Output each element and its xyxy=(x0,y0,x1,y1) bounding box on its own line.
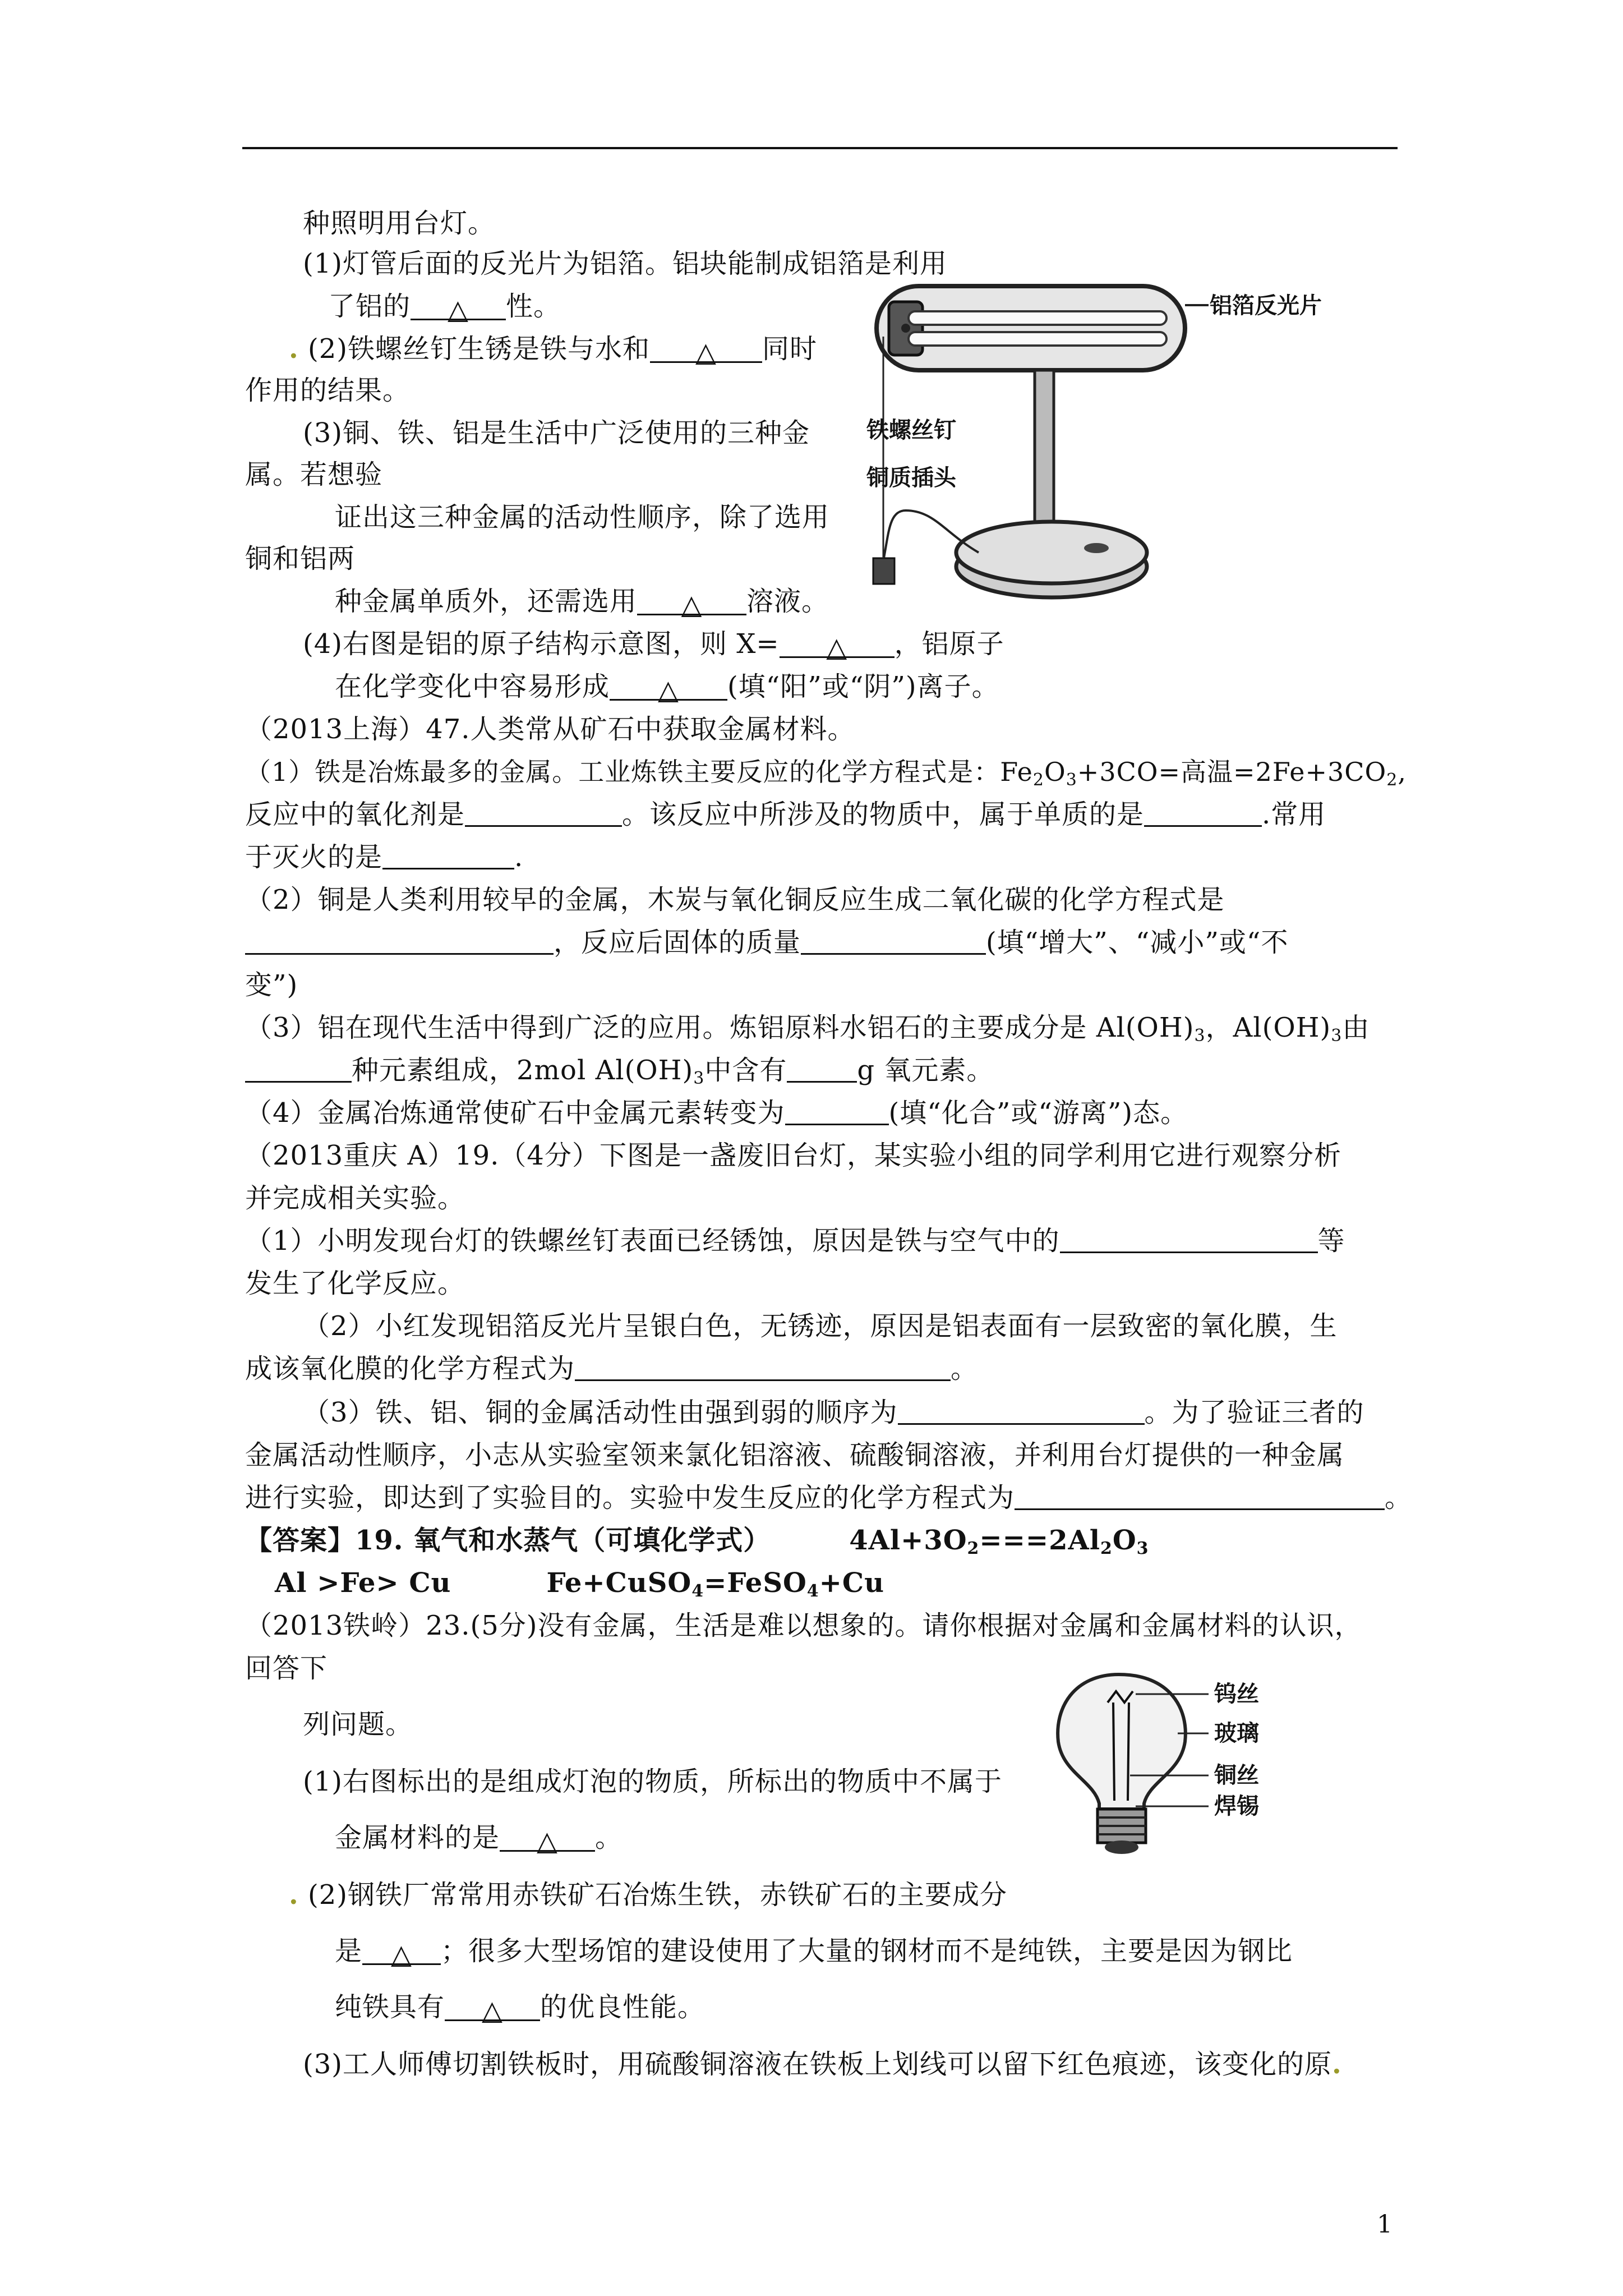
lamp-label-reflector: 铝箔反光片 xyxy=(1210,293,1322,319)
lamp-label-screw: 铁螺丝钉 xyxy=(866,417,956,443)
bulb-label-solder: 焊锡 xyxy=(1214,1793,1259,1819)
text-line: （2013重庆 A）19.（4分）下图是一盏废旧台灯，某实验小组的同学利用它进行观察分析 xyxy=(245,1140,1341,1171)
answer-blank[interactable] xyxy=(898,1398,1145,1425)
text-line: 反应中的氧化剂是 。该反应中所涉及的物质中，属于单质的是 .常用 xyxy=(245,799,1326,830)
text-line: 并完成相关实验。 xyxy=(245,1182,465,1214)
text-line: 发生了化学反应。 xyxy=(245,1268,465,1299)
text-line: 了铝的 △ 性。 xyxy=(328,291,561,325)
answer-blank[interactable] xyxy=(1015,1484,1385,1510)
answer-blank[interactable] xyxy=(787,1056,857,1083)
text-line: （2013铁岭）23.(5分)没有金属，生活是难以想象的。请你根据对金属和金属材料的认识， xyxy=(245,1610,1362,1641)
answer-blank[interactable]: △ xyxy=(411,294,506,320)
answer-blank[interactable] xyxy=(785,1099,889,1125)
answer-blank[interactable]: △ xyxy=(650,337,762,363)
text-line: (1)右图标出的是组成灯泡的物质，所标出的物质中不属于 xyxy=(303,1766,1002,1797)
answer-blank[interactable] xyxy=(1060,1227,1318,1253)
text-line: 金属材料的是 △ 。 xyxy=(335,1822,623,1857)
answer-blank[interactable]: △ xyxy=(362,1939,441,1965)
answer-blank[interactable] xyxy=(1144,800,1262,827)
bulb-label-tungsten: 钨丝 xyxy=(1214,1681,1259,1707)
text-line: 是 △ ；很多大型场馆的建设使用了大量的钢材而不是纯铁，主要是因为钢比 xyxy=(335,1935,1293,1970)
light-bulb-figure xyxy=(1052,1669,1310,1860)
answer-blank[interactable]: △ xyxy=(610,674,727,701)
text-line: （2013上海）47.人类常从矿石中获取金属材料。 xyxy=(245,714,855,745)
answer-blank[interactable]: △ xyxy=(445,1995,540,2021)
text-line: （2）小红发现铝箔反光片呈银白色，无锈迹，原因是铝表面有一层致密的氧化膜，生 xyxy=(303,1310,1338,1342)
text-line: 纯铁具有 △ 的优良性能。 xyxy=(335,1991,706,2026)
text-line: (3)铜、铁、铝是生活中广泛使用的三种金 xyxy=(303,417,810,449)
text-line: (4)右图是铝的原子结构示意图，则 X= △ ，铝原子 xyxy=(303,628,1004,663)
text-line: . (2)钢铁厂常常用赤铁矿石冶炼生铁，赤铁矿石的主要成分 xyxy=(289,1879,1007,1911)
header-rule xyxy=(242,147,1398,149)
bulb-label-copper: 铜丝 xyxy=(1214,1763,1259,1788)
text-line: 成该氧化膜的化学方程式为 。 xyxy=(245,1353,979,1384)
text-line: 种元素组成，2mol $Al(OH)_3$中含有 g 氧元素。 xyxy=(245,1055,994,1086)
answer-blank[interactable] xyxy=(245,928,554,955)
text-line: . (2)铁螺丝钉生锈是铁与水和 △ 同时 xyxy=(289,333,817,368)
text-line: （1）小明发现台灯的铁螺丝钉表面已经锈蚀，原因是铁与空气中的 等 xyxy=(245,1225,1345,1257)
text-line: 变”) xyxy=(245,969,298,1001)
text-line: 证出这三种金属的活动性顺序，除了选用 xyxy=(335,501,830,533)
text-line: 种金属单质外，还需选用 △ 溶液。 xyxy=(335,586,829,620)
plug-icon xyxy=(873,558,895,584)
answer-blank[interactable]: △ xyxy=(637,589,746,615)
text-line: 种照明用台灯。 xyxy=(303,208,496,239)
text-line: 列问题。 xyxy=(303,1709,413,1740)
text-line: 于灭火的是 . xyxy=(245,841,524,873)
text-line: （1）铁是冶炼最多的金属。工业炼铁主要反应的化学方程式是：$Fe_2O_3+3CO=$高温$=2Fe+3CO_2$, xyxy=(245,757,1407,790)
answer-blank[interactable] xyxy=(575,1355,951,1381)
answer-line: Al >Fe> Cu Fe+CuSO$_4$=FeSO$_4$+Cu xyxy=(275,1567,884,1601)
answer-blank[interactable] xyxy=(801,928,986,955)
text-line: （4）金属冶炼通常使矿石中金属元素转变为 (填“化合”或“游离”)态。 xyxy=(245,1097,1188,1129)
bulb-label-glass: 玻璃 xyxy=(1214,1720,1259,1746)
text-line: (1)灯管后面的反光片为铝箔。铝块能制成铝箔是利用 xyxy=(303,248,947,279)
answer-blank[interactable]: △ xyxy=(500,1825,595,1852)
text-line: 作用的结果。 xyxy=(245,375,411,406)
text-line: 在化学变化中容易形成 △ (填“阳”或“阴”)离子。 xyxy=(335,671,999,706)
text-line: 回答下 xyxy=(245,1653,328,1684)
text-line: （2）铜是人类利用较早的金属，木炭与氧化铜反应生成二氧化碳的化学方程式是 xyxy=(245,884,1225,915)
answer-line: 【答案】19. 氧气和水蒸气（可填化学式） $4Al+3O_2===2Al_2O_3$ xyxy=(245,1525,1149,1558)
lamp-label-plug: 铜质插头 xyxy=(866,465,956,491)
text-line: ，反应后固体的质量 (填“增大”、“减小”或“不 xyxy=(245,927,1288,958)
text-line: 进行实验，即达到了实验目的。实验中发生反应的化学方程式为 。 xyxy=(245,1482,1413,1513)
text-line: 金属活动性顺序，小志从实验室领来氯化铝溶液、硫酸铜溶液，并利用台灯提供的一种金属 xyxy=(245,1439,1345,1471)
desk-lamp-figure xyxy=(866,269,1371,628)
text-line: 铜和铝两 xyxy=(245,543,356,574)
answer-blank[interactable] xyxy=(465,800,622,827)
answer-blank[interactable] xyxy=(245,1056,352,1083)
screw-icon xyxy=(901,324,910,333)
text-line: （3）铝在现代生活中得到广泛的应用。炼铝原料水铝石的主要成分是 $Al(OH)_3$，$Al(OH)_3$由 xyxy=(245,1012,1370,1046)
page-number: 1 xyxy=(1377,2210,1393,2239)
text-line: (3)工人师傅切割铁板时，用硫酸铜溶液在铁板上划线可以留下红色痕迹，该变化的原. xyxy=(303,2049,1342,2080)
text-line: 属。若想验 xyxy=(245,459,383,490)
text-line: （3）铁、铝、铜的金属活动性由强到弱的顺序为 。为了验证三者的 xyxy=(303,1397,1364,1428)
answer-blank[interactable] xyxy=(382,843,514,869)
answer-blank[interactable]: △ xyxy=(780,632,895,658)
